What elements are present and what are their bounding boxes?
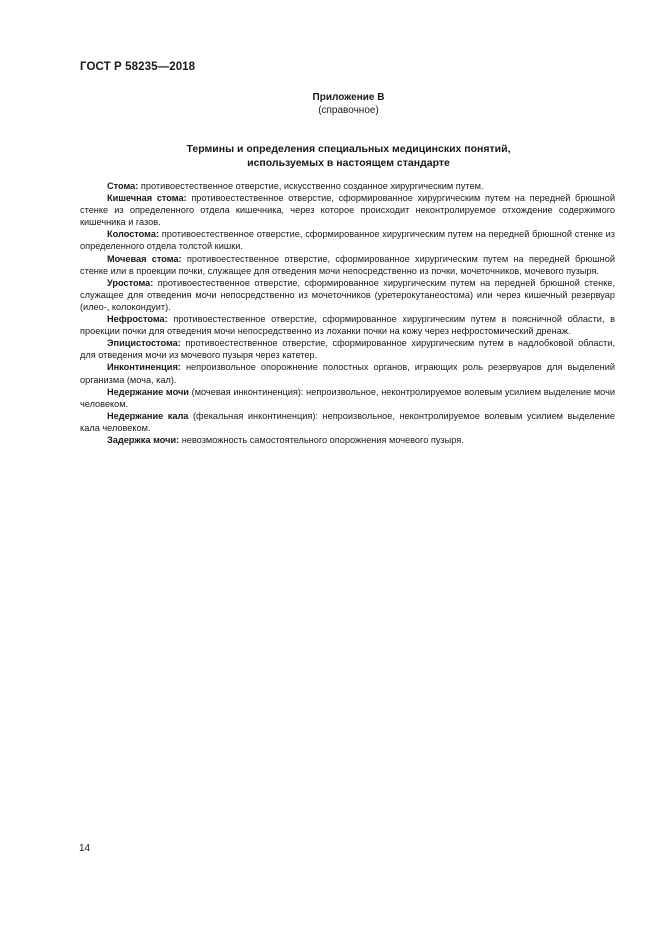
term-definition: противоестественное отверстие, сформированное хирургическим путем на передней брюшной стенке из определенного отдела кишечника, через которое происходит неконтролируемое отхождение содержимого кишечника и газов.	[80, 193, 615, 228]
term-name: Колостома:	[107, 229, 160, 240]
appendix-title: Приложение В	[312, 92, 385, 103]
term-definition: противоестественное отверстие, сформированное хирургическим путем в поясничной области, в проекции почки для отведения мочи непосредственно из лоханки почки на кожу через нефростомический дренаж.	[80, 314, 615, 337]
term-entry	[80, 337, 615, 361]
term-name: Нефростома:	[107, 314, 168, 325]
section-title	[0, 142, 661, 170]
term-definition: противоестественное отверстие, искусственно созданное хирургическим путем.	[138, 181, 484, 191]
section-title-line-1: Термины и определения специальных медицинских понятий,	[186, 143, 511, 155]
term-name: Эпицистостома:	[107, 338, 181, 349]
term-entry	[80, 313, 615, 337]
term-entry	[80, 253, 615, 277]
term-definition: противоестественное отверстие, сформированное хирургическим путем на передней брюшной стенке из определенного отдела толстой кишки.	[80, 229, 615, 252]
term-name: Уростома:	[107, 277, 154, 288]
term-name: Мочевая стома:	[107, 253, 182, 264]
term-entry	[80, 192, 615, 228]
term-name: Кишечная стома:	[107, 193, 187, 204]
term-definition: (фекальная инконтиненция): непроизвольное, неконтролируемое волевым усилием выделение кала человеком.	[80, 410, 615, 433]
term-entry	[80, 180, 615, 192]
term-definition: противоестественное отверстие, сформированное хирургическим путем на передней брюшной стенке или в проекции почки, служащее для отведения мочи непосредственно из почки, мочеточников, мочевого пузыря.	[80, 253, 615, 276]
appendix-subtitle: (справочное)	[318, 105, 379, 116]
document-code: ГОСТ Р 58235—2018	[80, 61, 196, 73]
section-title-line-2: используемых в настоящем стандарте	[247, 157, 450, 169]
terms-list	[80, 180, 615, 446]
term-name: Недержание мочи	[107, 386, 189, 397]
term-name: Стома:	[107, 181, 139, 191]
term-name: Инконтиненция:	[107, 362, 181, 373]
term-entry	[80, 361, 615, 385]
term-entry	[80, 434, 615, 446]
page-number: 14	[79, 843, 91, 854]
term-name: Задержка мочи:	[107, 434, 180, 445]
term-entry	[80, 410, 615, 434]
term-definition: невозможность самостоятельного опорожнения мочевого пузыря.	[179, 434, 464, 445]
term-definition: противоестественное отверстие, сформированное хирургическим путем в надлобковой области, для отведения мочи из мочевого пузыря через катетер.	[80, 338, 615, 361]
term-definition: непроизвольное опорожнение полостных органов, играющих роль резервуаров для выделений организма (моча, кал).	[80, 362, 615, 385]
term-name: Недержание кала	[107, 410, 189, 421]
term-entry	[80, 228, 615, 252]
term-entry	[80, 386, 615, 410]
term-definition: (мочевая инконтиненция): непроизвольное, неконтролируемое волевым усилием выделение мочи человеком.	[80, 386, 615, 409]
appendix-heading	[0, 91, 661, 117]
term-entry	[80, 277, 615, 313]
term-definition: противоестественное отверстие, сформированное хирургическим путем на передней брюшной стенке, служащее для отведения мочи непосредственно из мочеточников (уретерокутанеостома) или через кишечный резервуар (илео-, колокондуит).	[80, 277, 615, 312]
